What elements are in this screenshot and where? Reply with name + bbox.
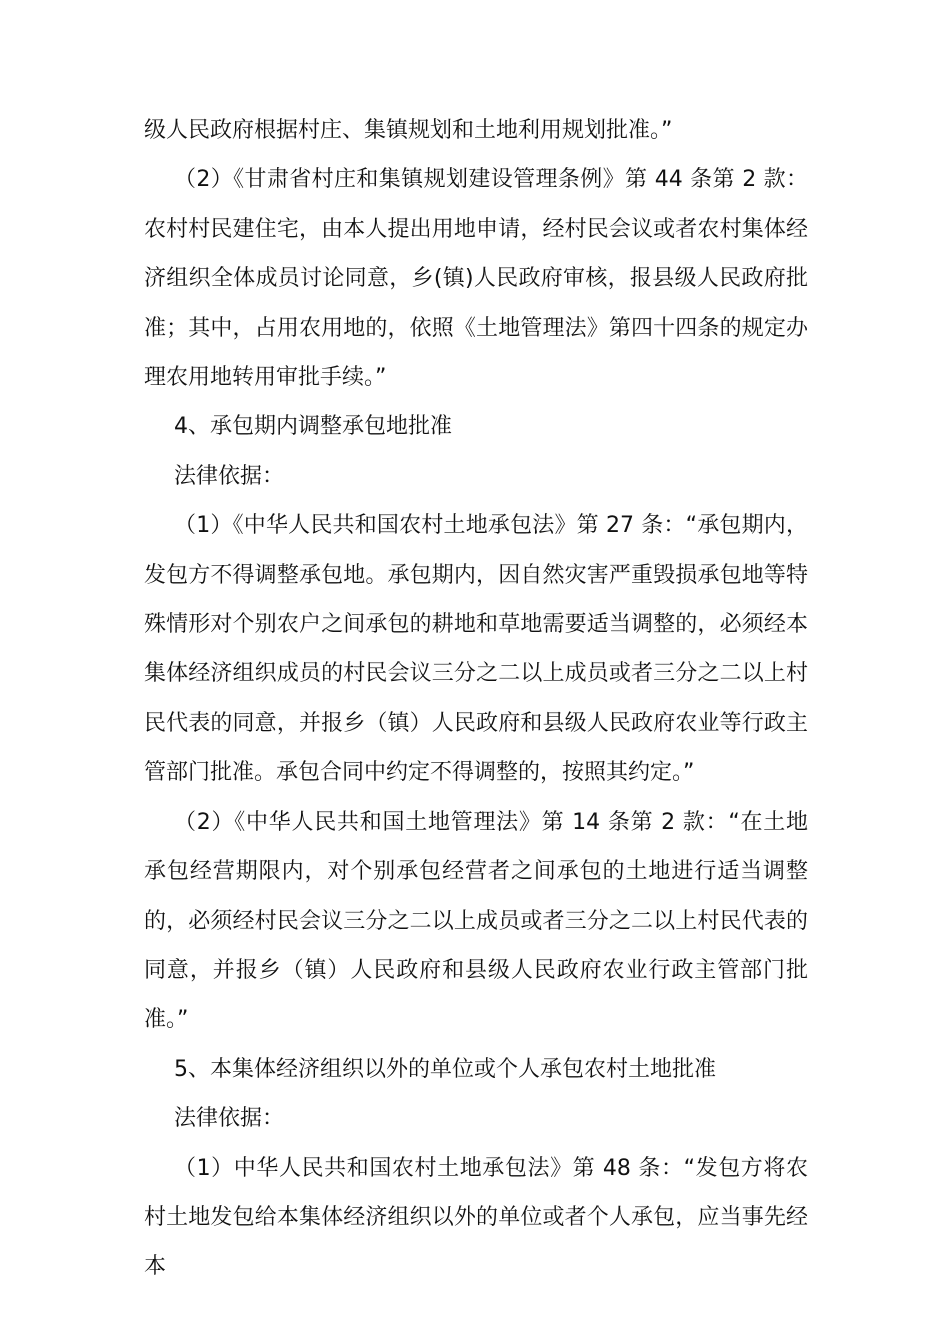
legal-basis-label: 法律依据： [174,1106,285,1132]
section-heading-4: 4、承包期内调整承包地批准 [174,414,452,440]
paragraph-land-management-law-14: （2）《中华人民共和国土地管理法》第 14 条第 2 款：“在土地承包经营期限内，对个别承包经营者之间承包的土地进行适当调整的，必须经村民会议三分之二以上成员或者三分之二以上村民代表的同意，并报乡（镇）人民政府和县级人民政府农业行政主管部门批准。” [144,809,808,1033]
paragraph-land-contract-law-27: （1）《中华人民共和国农村土地承包法》第 27 条：“承包期内，发包方不得调整承包地。承包期内，因自然灾害严重毁损承包地等特殊情形对个别农户之间承包的耕地和草地需要适当调整的，必须经本集体经济组织成员的村民会议三分之二以上成员或者三分之二以上村民代表的同意，并报乡（镇）人民政府和县级人民政府农业等行政主管部门批准。承包合同中约定不得调整的，按照其约定。” [144,513,808,786]
paragraph-continuation: 级人民政府根据村庄、集镇规划和土地利用规划批准。” [144,118,673,143]
document-body [144,106,808,1292]
section-heading-5: 5、本集体经济组织以外的单位或个人承包农村土地批准 [174,1056,716,1082]
legal-basis-label: 法律依据： [174,463,285,489]
paragraph-land-contract-law-48: （1）中华人民共和国农村土地承包法》第 48 条：“发包方将农村土地发包给本集体经济组织以外的单位或者个人承包，应当事先经本 [144,1155,808,1280]
paragraph-gansu-regulation: （2）《甘肃省村庄和集镇规划建设管理条例》第 44 条第 2 款：农村村民建住宅，由本人提出用地申请，经村民会议或者农村集体经济组织全体成员讨论同意，乡(镇)人民政府审核，报县级人民政府批准；其中，占用农用地的，依照《土地管理法》第四十四条的规定办理农用地转用审批手续。” [144,167,808,391]
